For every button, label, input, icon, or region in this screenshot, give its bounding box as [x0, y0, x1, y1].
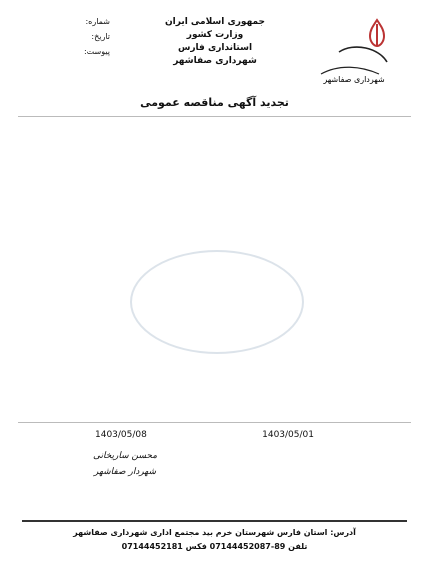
signatory-role: شهردار صفاشهر	[94, 467, 156, 477]
meta-attachment-label: پیوست:	[83, 47, 110, 56]
letter-meta	[20, 14, 110, 59]
date-left: 1403/05/08	[95, 430, 147, 440]
footer-address: آدرس: استان فارس شهرستان خرم بید مجتمع اداری شهرداری صفاشهر	[73, 528, 356, 537]
date-right: 1403/05/01	[262, 430, 314, 440]
address-footer	[22, 520, 407, 568]
municipality-logo-icon	[309, 44, 399, 84]
watermark-stamp	[130, 250, 304, 354]
logo-text: شهرداری صفاشهر	[323, 75, 385, 84]
header-line-3: استانداری فارس	[177, 43, 253, 53]
signatory-name: محسن ساریخانی	[92, 451, 158, 461]
issuer-header	[120, 16, 310, 68]
header-line-4: شهرداری صفاشهر	[173, 56, 257, 66]
meta-date-label: تاریخ:	[91, 32, 110, 41]
header-line-2: وزارت کشور	[186, 30, 244, 40]
header-line-1: جمهوری اسلامی ایران	[164, 17, 266, 27]
footer-phone: تلفن 89-07144452087 فکس 07144452181	[121, 542, 308, 551]
signature-block	[50, 448, 200, 480]
meta-number-label: شماره:	[85, 17, 110, 26]
notice-title: تجدید آگهی مناقصه عمومی	[140, 96, 289, 109]
